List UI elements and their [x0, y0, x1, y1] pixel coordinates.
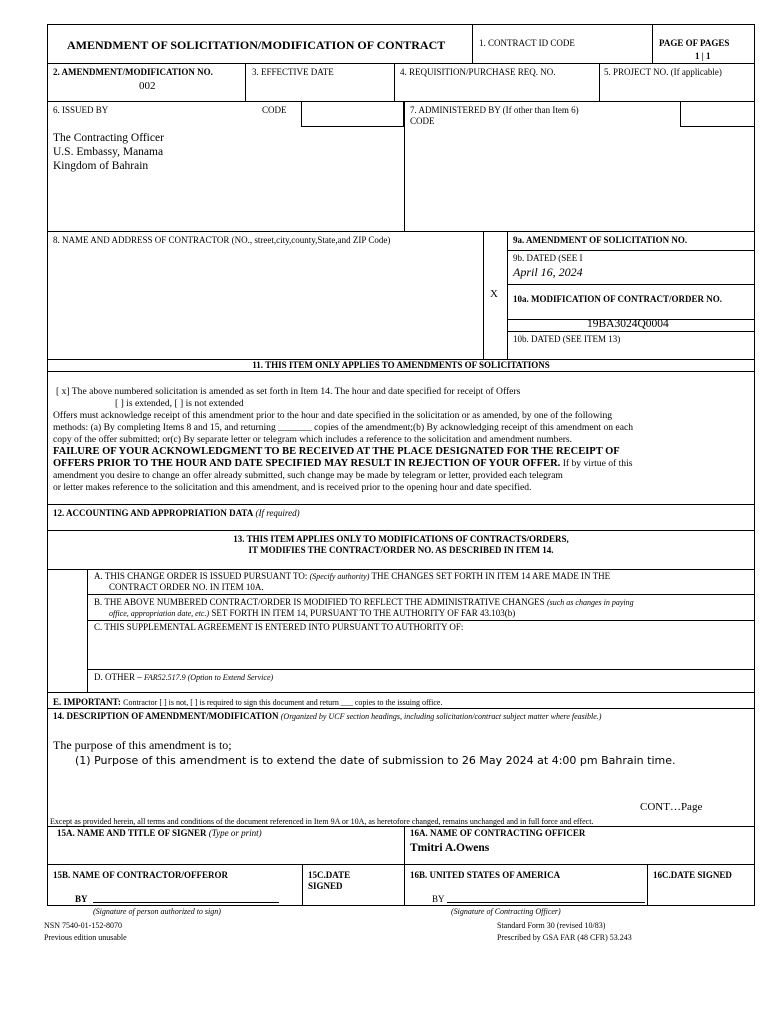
- divider: [87, 669, 755, 670]
- item13-b: [109, 608, 515, 619]
- previous-edition: Previous edition unusable: [44, 933, 127, 942]
- item11-text: or letter makes reference to the solicitation and this amendment, and is received prior to the opening hour and date specified.: [53, 482, 532, 493]
- standard-form: Standard Form 30 (revised 10/83): [497, 921, 606, 930]
- item9b-label: 9b. DATED (SEE I: [513, 253, 583, 263]
- item13-a-text: A. THIS CHANGE ORDER IS ISSUED PURSUANT TO:: [94, 571, 308, 581]
- item13-heading: 13. THIS ITEM APPLIES ONLY TO MODIFICATIONS OF CONTRACTS/ORDERS,: [233, 534, 569, 544]
- item13-b-note: (such as changes in paying: [546, 598, 634, 607]
- divider: [87, 620, 755, 621]
- divider: [47, 231, 755, 232]
- form-title: AMENDMENT OF SOLICITATION/MODIFICATION OF CONTRACT: [67, 38, 446, 52]
- administered-code-field: [680, 101, 755, 127]
- contract-id-label: 1. CONTRACT ID CODE: [479, 38, 575, 48]
- item15c-label: SIGNED: [308, 881, 343, 891]
- divider: [47, 371, 755, 372]
- item13-d: [94, 672, 273, 683]
- officer-signature-line[interactable]: [447, 902, 645, 903]
- item14-label: 14. DESCRIPTION OF AMENDMENT/MODIFICATION: [53, 711, 279, 721]
- divider: [507, 331, 755, 332]
- divider: [245, 63, 246, 101]
- page-of-value: 1 | 1: [695, 51, 711, 61]
- item11-text: [ x] The above numbered solicitation is amended as set forth in Item 14. The hour and date specified for receipt of Offers: [56, 386, 521, 397]
- item13-a-text: CONTRACT ORDER NO. IN ITEM 10A.: [109, 582, 264, 592]
- item11-text: methods: (a) By completing Items 8 and 15, and returning _______ copies of the amendment;(b) By acknowledging receipt of this amendment on each: [53, 422, 634, 433]
- officer-signature-caption: (Signature of Contracting Officer): [451, 907, 561, 916]
- item13-b-text: SET FORTH IN ITEM 14, PURSUANT TO THE AUTHORITY OF FAR 43.103(b): [211, 608, 516, 618]
- item16a-label: 16A. NAME OF CONTRACTING OFFICER: [410, 828, 586, 838]
- x-mark: X: [490, 288, 498, 300]
- item11-text: If by virtue of this: [560, 458, 633, 469]
- item14-line: [53, 711, 601, 722]
- divider: [302, 864, 303, 906]
- divider: [647, 864, 648, 906]
- page-label: PAGE OF PAGES: [659, 38, 730, 48]
- issued-by-line: U.S. Embassy, Manama: [53, 146, 164, 158]
- divider: [47, 569, 755, 570]
- item13-a: [94, 571, 610, 582]
- important-label: E. IMPORTANT:: [53, 697, 121, 707]
- item13-a-authority: (Specify authority): [309, 572, 370, 581]
- item10a-value: 19BA3024Q0004: [587, 318, 669, 330]
- item13-d-text: D. OTHER –: [94, 672, 142, 682]
- contractor-signature-line[interactable]: [93, 902, 279, 903]
- prescribed-by: Prescribed by GSA FAR (48 CFR) 53.243: [497, 933, 632, 942]
- divider: [47, 708, 755, 709]
- divider: [404, 826, 405, 906]
- item13-c: C. THIS SUPPLEMENTAL AGREEMENT IS ENTERED INTO PURSUANT TO AUTHORITY OF:: [94, 622, 464, 632]
- item11-text: amendment you desire to change an offer already submitted, such change may be made by telegram or letter, provided each telegram: [53, 470, 563, 481]
- item14-purpose: The purpose of this amendment is to;: [53, 738, 232, 752]
- nsn-number: NSN 7540-01-152-8070: [44, 921, 122, 930]
- requisition-label: 4. REQUISITION/PURCHASE REQ. NO.: [400, 67, 556, 77]
- issued-by-line: Kingdom of Bahrain: [53, 160, 149, 172]
- by-label: BY: [75, 894, 88, 904]
- item11-failure: FAILURE OF YOUR ACKNOWLEDGMENT TO BE RECEIVED AT THE PLACE DESIGNATED FOR THE RECEIPT OF: [53, 446, 620, 457]
- item11-failure: OFFERS PRIOR TO THE HOUR AND DATE SPECIFIED MAY RESULT IN REJECTION OF YOUR OFFER.: [53, 458, 561, 469]
- divider: [47, 63, 755, 64]
- project-no-label: 5. PROJECT NO. (If applicable): [604, 67, 722, 77]
- item12-note: (If required): [255, 508, 300, 518]
- item14-note: (Organized by UCF section headings, including solicitation/contract subject matter where feasible.): [280, 712, 602, 721]
- divider: [47, 504, 755, 505]
- item13-d-authority: FAR52.517.9 (Option to Extend Service): [144, 673, 274, 682]
- issued-code-label: CODE: [262, 105, 287, 115]
- item15c-label: 15C.DATE: [308, 870, 351, 880]
- item16c-label: 16C.DATE SIGNED: [653, 870, 732, 880]
- item13-a-text: THE CHANGES SET FORTH IN ITEM 14 ARE MADE IN THE: [371, 571, 611, 581]
- item12-line: [53, 508, 300, 519]
- item16b-label: 16B. UNITED STATES OF AMERICA: [410, 870, 561, 880]
- item15b-label: 15B. NAME OF CONTRACTOR/OFFEROR: [53, 870, 229, 880]
- divider: [404, 101, 405, 231]
- issued-by-line: The Contracting Officer: [53, 132, 164, 144]
- administered-by-label: 7. ADMINISTERED BY (If other than Item 6): [410, 105, 579, 115]
- divider: [599, 63, 600, 101]
- divider: [47, 826, 755, 827]
- divider: [47, 692, 755, 693]
- item13-b-note: office, appropriation date, etc.): [109, 609, 210, 618]
- divider: [394, 63, 395, 101]
- item15a: [57, 828, 262, 839]
- item11-heading: 11. THIS ITEM ONLY APPLIES TO AMENDMENTS OF SOLICITATIONS: [252, 360, 550, 370]
- item12-label: 12. ACCOUNTING AND APPROPRIATION DATA: [53, 508, 254, 518]
- important-line: [53, 697, 442, 708]
- item15a-note: (Type or print): [208, 828, 262, 838]
- item14-except: Except as provided herein, all terms and conditions of the document referenced in Item 9A or 10A, as heretofore changed, remains unchanged and in full force and effect.: [50, 817, 594, 826]
- divider: [483, 231, 484, 359]
- issued-code-field: [301, 101, 404, 127]
- item14-cont: CONT…Page: [640, 801, 703, 813]
- divider: [47, 530, 755, 531]
- administered-code-label: CODE: [410, 116, 435, 126]
- contractor-signature-caption: (Signature of person authorized to sign): [93, 907, 221, 916]
- item11-text: [ ] is extended, [ ] is not extended: [115, 398, 244, 409]
- item10b-label: 10b. DATED (SEE ITEM 13): [513, 334, 621, 344]
- by-label: BY: [432, 894, 445, 904]
- divider: [507, 250, 755, 251]
- item13-heading: IT MODIFIES THE CONTRACT/ORDER NO. AS DESCRIBED IN ITEM 14.: [248, 545, 554, 555]
- issued-by-label: 6. ISSUED BY: [53, 105, 109, 115]
- item14-point: (1) Purpose of this amendment is to extend the date of submission to 26 May 2024 at 4:00 pm Bahrain time.: [75, 754, 676, 767]
- important-text: Contractor [ ] is not, [ ] is required to sign this document and return ___ copies to the issuing office.: [123, 698, 443, 707]
- contracting-officer-name: Tmitri A.Owens: [410, 842, 490, 854]
- item13-b: [94, 597, 634, 608]
- item11-text: Offers must acknowledge receipt of this amendment prior to the hour and date specified in the solicitation or as amended, by one of the following: [53, 410, 613, 421]
- divider: [472, 24, 473, 63]
- divider: [87, 594, 755, 595]
- divider: [652, 24, 653, 63]
- item13-b-text: B. THE ABOVE NUMBERED CONTRACT/ORDER IS MODIFIED TO REFLECT THE ADMINISTRATIVE CHANGES: [94, 597, 545, 607]
- divider: [87, 569, 88, 692]
- item15a-label: 15A. NAME AND TITLE OF SIGNER: [57, 828, 207, 838]
- item10a-label: 10a. MODIFICATION OF CONTRACT/ORDER NO.: [513, 294, 723, 304]
- amend-no-value: 002: [139, 80, 156, 92]
- item9b-date: April 16, 2024: [513, 265, 583, 279]
- item9a-label: 9a. AMENDMENT OF SOLICITATION NO.: [513, 235, 688, 245]
- amend-no-label: 2. AMENDMENT/MODIFICATION NO.: [53, 67, 213, 77]
- contractor-label: 8. NAME AND ADDRESS OF CONTRACTOR (NO., street,city,county,State,and ZIP Code): [53, 235, 391, 245]
- item11-text: [53, 458, 633, 470]
- divider: [507, 284, 755, 285]
- divider: [47, 864, 755, 865]
- item11-text: copy of the offer submitted; or(c) By separate letter or telegram which includes a reference to the solicitation and amendment numbers.: [53, 434, 573, 445]
- sf30-form: [47, 24, 755, 916]
- effective-date-label: 3. EFFECTIVE DATE: [252, 67, 334, 77]
